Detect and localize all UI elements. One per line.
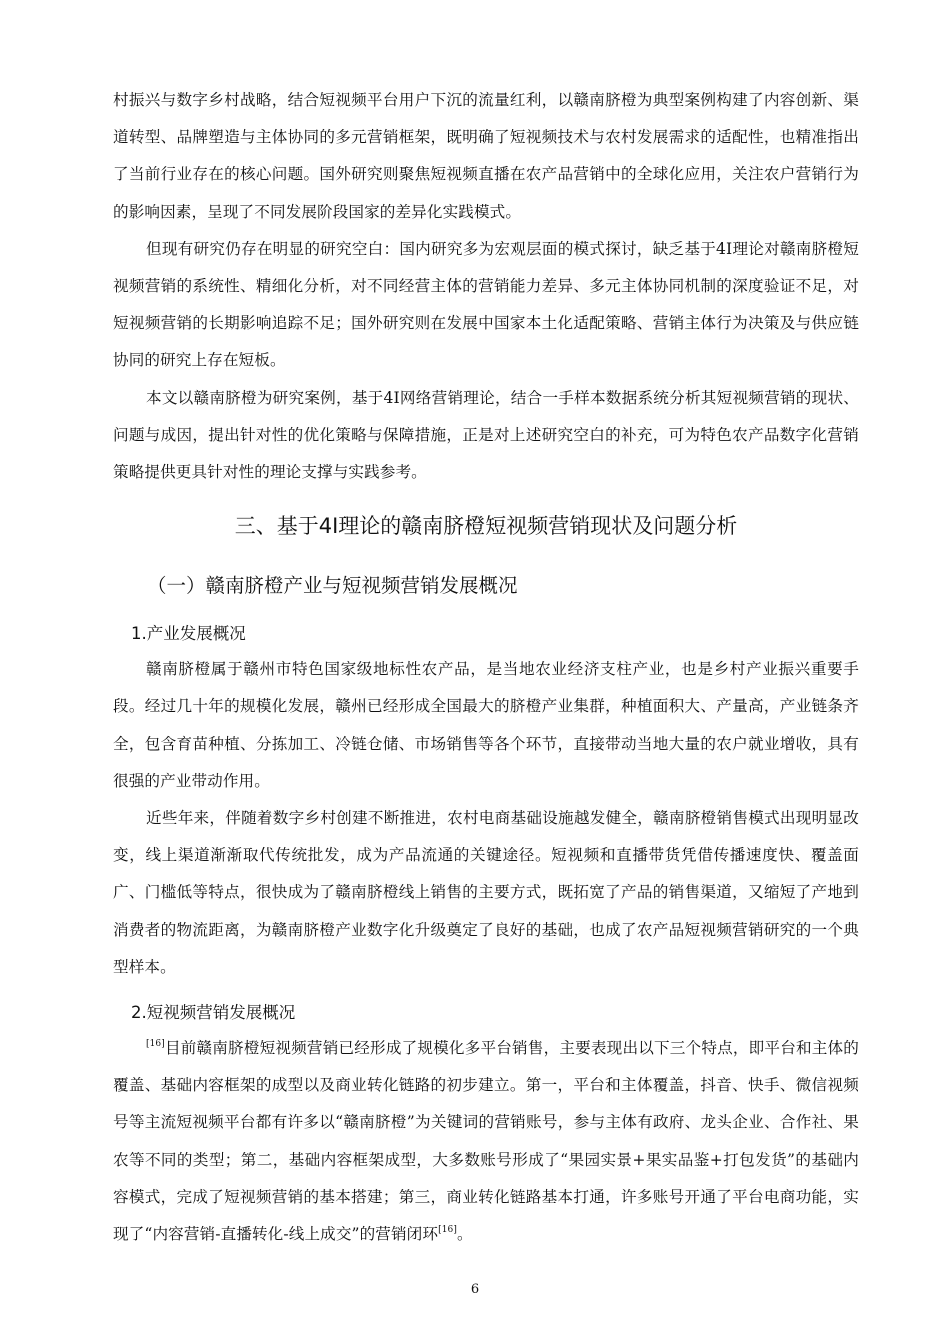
- subheading-marketing-overview: 2.短视频营销发展概况: [131, 1003, 296, 1023]
- body-paragraph: 村振兴与数字乡村战略，结合短视频平台用户下沉的流量红利，以赣南脐橙为典型案例构建了内容创新、渠道转型、品牌塑造与主体协同的多元营销框架，既明确了短视频技术与农村发展需求的适配性，也精准指出了当前行业存在的核心问题。国外研究则聚焦短视频直播在农产品营销中的全球化应用，关注农户营销行为的影响因素，呈现了不同发展阶段国家的差异化实践模式。: [113, 91, 859, 221]
- body-paragraph: [113, 1030, 859, 1253]
- section-heading: 三、基于4I理论的赣南脐橙短视频营销现状及问题分析: [234, 514, 738, 539]
- paragraph-text: 目前赣南脐橙短视频营销已经形成了规模化多平台销售，主要表现出以下三个特点，即平台和主体的覆盖、基础内容框架的成型以及商业转化链路的初步建立。第一，平台和主体覆盖，抖音、快手、微信视频号等主流短视频平台都有许多以“赣南脐橙”为关键词的营销账号，参与主体有政府、龙头企业、合作社、果农等不同的类型；第二，基础内容框架成型，大多数账号形成了“果园实景+果实品鉴+打包发货”的基础内容模式，完成了短视频营销的基本搭建；第三，商业转化链路基本打通，许多账号开通了平台电商功能，实现了“内容营销-直播转化-线上成交”的营销闭环: [113, 1039, 859, 1244]
- page-number: 6: [470, 1282, 480, 1297]
- paragraph-end-punctuation: 。: [456, 1225, 473, 1244]
- body-paragraph: 但现有研究仍存在明显的研究空白：国内研究多为宏观层面的模式探讨，缺乏基于4I理论对赣南脐橙短视频营销的系统性、精细化分析，对不同经营主体的营销能力差异、多元主体协同机制的深度验证不足，对短视频营销的长期影响追踪不足；国外研究则在发展中国家本土化适配策略、营销主体行为决策及与供应链协同的研究上存在短板。: [113, 239, 859, 370]
- citation-marker: [16]: [146, 1039, 165, 1050]
- citation-marker: [16]: [438, 1225, 457, 1236]
- body-paragraph: 近些年来，伴随着数字乡村创建不断推进，农村电商基础设施越发健全，赣南脐橙销售模式出现明显改变，线上渠道渐渐取代传统批发，成为产品流通的关键途径。短视频和直播带货凭借传播速度快、覆盖面广、门槛低等特点，很快成为了赣南脐橙线上销售的主要方式，既拓宽了产品的销售渠道，又缩短了产地到消费者的物流距离，为赣南脐橙产业数字化升级奠定了良好的基础，也成了农产品短视频营销研究的一个典型样本。: [113, 809, 859, 976]
- page-content: [113, 82, 859, 1253]
- body-paragraph: 赣南脐橙属于赣州市特色国家级地标性农产品，是当地农业经济支柱产业，也是乡村产业振兴重要手段。经过几十年的规模化发展，赣州已经形成全国最大的脐橙产业集群，种植面积大、产量高，产业链条齐全，包含育苗种植、分拣加工、冷链仓储、市场销售等各个环节，直接带动当地大量的农户就业增收，具有很强的产业带动作用。: [113, 660, 859, 790]
- body-paragraph: 本文以赣南脐橙为研究案例，基于4I网络营销理论，结合一手样本数据系统分析其短视频营销的现状、问题与成因，提出针对性的优化策略与保障措施，正是对上述研究空白的补充，可为特色农产品数字化营销策略提供更具针对性的理论支撑与实践参考。: [113, 388, 859, 482]
- subsection-heading: （一）赣南脐橙产业与短视频营销发展概况: [147, 574, 518, 598]
- subheading-industry-overview: 1.产业发展概况: [131, 624, 246, 644]
